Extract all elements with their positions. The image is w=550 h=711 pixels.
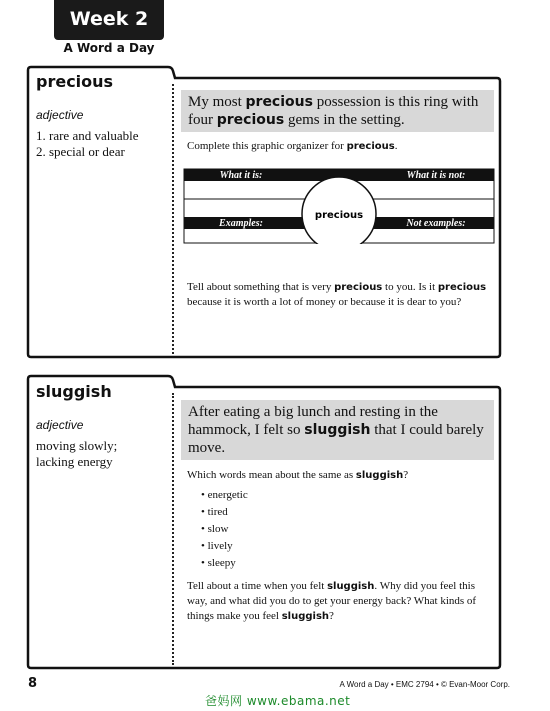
vocab-word: sluggish <box>36 382 112 401</box>
dotted-divider <box>172 393 174 665</box>
discussion-question: Tell about something that is very precious to you. Is it precious because it is worth a lot of money or because it is dear to you? <box>187 281 487 308</box>
word-card-precious <box>25 64 503 360</box>
highlighted-word: sluggish <box>355 470 404 481</box>
definitions <box>36 128 139 160</box>
examples-label: Examples: <box>219 218 263 229</box>
list-item: • sleepy <box>201 557 236 569</box>
definition-2: 2. special or dear <box>36 144 125 159</box>
definition-1: 1. rare and valuable <box>36 128 139 143</box>
synonym-question: Which words mean about the same as sluggish? <box>187 469 409 481</box>
dotted-divider <box>172 84 174 354</box>
not-examples-label: Not examples: <box>406 218 466 229</box>
highlighted-word: sluggish <box>327 581 375 592</box>
definitions <box>36 438 117 470</box>
definition-2: lacking energy <box>36 454 113 469</box>
part-of-speech: adjective <box>36 418 84 432</box>
week-label: Week 2 <box>69 8 149 30</box>
what-it-is-label: What it is: <box>219 170 263 181</box>
vocab-word: precious <box>36 72 114 91</box>
highlighted-word: precious <box>245 94 313 110</box>
what-it-is-not-label: What it is not: <box>406 170 466 181</box>
definition-1: moving slowly; <box>36 438 118 453</box>
organizer-instruction: Complete this graphic organizer for precious. <box>187 140 398 152</box>
list-item: • energetic <box>201 489 248 501</box>
organizer-center-word: precious <box>314 210 364 221</box>
list-item: • slow <box>201 523 229 535</box>
highlighted-word: sluggish <box>281 611 330 622</box>
highlighted-word: precious <box>334 282 383 293</box>
book-subtitle: A Word a Day <box>63 41 155 55</box>
highlighted-word: precious <box>346 141 395 152</box>
highlighted-word: precious <box>437 282 487 293</box>
watermark: 爸妈网 www.ebama.net <box>205 694 351 708</box>
list-item: • lively <box>201 540 233 552</box>
highlighted-word: sluggish <box>304 422 371 438</box>
example-sentence: My most precious possession is this ring with four precious gems in the setting. <box>181 90 494 132</box>
discussion-question: Tell about a time when you felt sluggish. Why did you feel this way, and what did you do to get your energy back? What kinds of things make you feel sluggish? <box>187 580 477 622</box>
page-number: 8 <box>28 676 38 691</box>
list-item: • tired <box>201 506 228 518</box>
week-tab <box>54 0 164 40</box>
part-of-speech: adjective <box>36 108 84 122</box>
word-card-sluggish <box>25 373 503 671</box>
word-options-list <box>201 487 248 572</box>
footer-credit: A Word a Day • EMC 2794 • © Evan-Moor Corp. <box>339 680 510 689</box>
example-sentence: After eating a big lunch and resting in the hammock, I felt so sluggish that I could barely move. <box>181 400 494 460</box>
highlighted-word: precious <box>216 112 285 128</box>
graphic-organizer <box>183 152 495 244</box>
